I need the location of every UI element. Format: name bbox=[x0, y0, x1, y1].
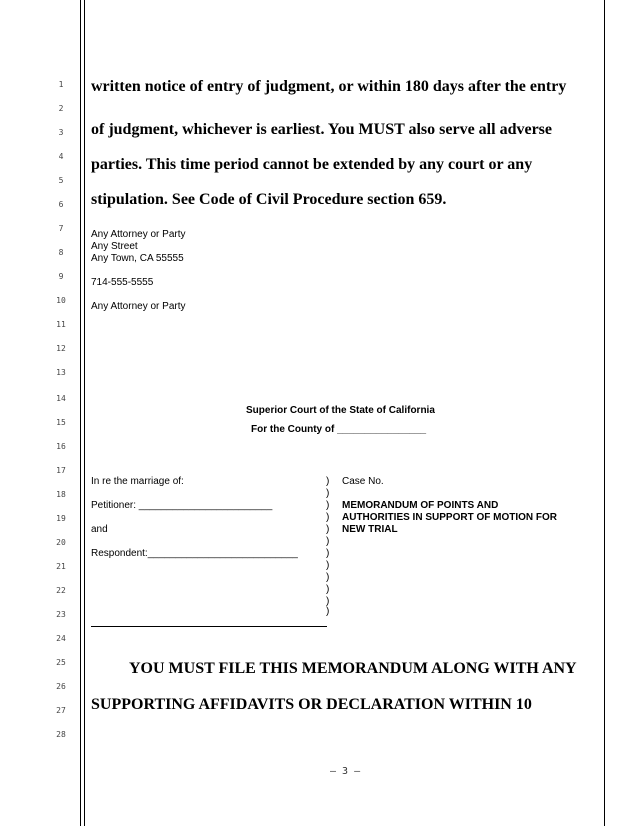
caption-paren: ) bbox=[326, 512, 330, 523]
line-number: 24 bbox=[56, 634, 66, 643]
caption-paren: ) bbox=[326, 584, 330, 595]
line-number: 2 bbox=[58, 104, 64, 113]
line-number: 26 bbox=[56, 682, 66, 691]
line-number: 11 bbox=[56, 320, 66, 329]
caption-paren: ) bbox=[326, 476, 330, 487]
caption-bottom-rule bbox=[91, 626, 327, 627]
line-number: 16 bbox=[56, 442, 66, 451]
caption-paren: ) bbox=[326, 524, 330, 535]
left-margin-line-outer bbox=[80, 0, 81, 826]
line-number: 15 bbox=[56, 418, 66, 427]
attorney-name: Any Attorney or Party bbox=[91, 229, 186, 240]
line-number: 21 bbox=[56, 562, 66, 571]
line-number: 1 bbox=[58, 80, 64, 89]
paragraph-line: written notice of entry of judgment, or within 180 days after the entry bbox=[91, 78, 567, 95]
line-number: 9 bbox=[58, 272, 64, 281]
line-number: 7 bbox=[58, 224, 64, 233]
caption-respondent: Respondent:___________________________ bbox=[91, 548, 298, 559]
line-number: 5 bbox=[58, 176, 64, 185]
paragraph-line: parties. This time period cannot be extended by any court or any bbox=[91, 156, 533, 173]
line-number: 22 bbox=[56, 586, 66, 595]
caption-paren: ) bbox=[326, 572, 330, 583]
line-number: 23 bbox=[56, 610, 66, 619]
line-number: 3 bbox=[58, 128, 64, 137]
caption-paren: ) bbox=[326, 548, 330, 559]
attorney-street: Any Street bbox=[91, 241, 138, 252]
paragraph-line: stipulation. See Code of Civil Procedure section 659. bbox=[91, 191, 447, 208]
caption-and: and bbox=[91, 524, 108, 535]
line-number: 13 bbox=[56, 368, 66, 377]
line-number: 6 bbox=[58, 200, 64, 209]
attorney-city: Any Town, CA 55555 bbox=[91, 253, 184, 264]
case-number: Case No. bbox=[342, 476, 384, 487]
line-number: 25 bbox=[56, 658, 66, 667]
caption-petitioner: Petitioner: ________________________ bbox=[91, 500, 273, 511]
caption-paren: ) bbox=[326, 500, 330, 511]
line-number: 8 bbox=[58, 248, 64, 257]
court-county: For the County of ________________ bbox=[251, 424, 427, 435]
line-number: 28 bbox=[56, 730, 66, 739]
notice-line: YOU MUST FILE THIS MEMORANDUM ALONG WITH ANY bbox=[129, 660, 577, 677]
attorney-for: Any Attorney or Party bbox=[91, 301, 186, 312]
caption-marriage: In re the marriage of: bbox=[91, 476, 184, 487]
caption-paren: ) bbox=[326, 560, 330, 571]
caption-paren: ) bbox=[326, 536, 330, 547]
line-number: 27 bbox=[56, 706, 66, 715]
line-number: 4 bbox=[58, 152, 64, 161]
notice-line: SUPPORTING AFFIDAVITS OR DECLARATION WITHIN 10 bbox=[91, 696, 532, 713]
paragraph-line: of judgment, whichever is earliest. You MUST also serve all adverse bbox=[91, 121, 552, 138]
line-number: 19 bbox=[56, 514, 66, 523]
caption-paren: ) bbox=[326, 596, 330, 607]
caption-paren: ) bbox=[326, 488, 330, 499]
caption-paren: ) bbox=[326, 606, 330, 617]
line-number: 17 bbox=[56, 466, 66, 475]
line-number: 12 bbox=[56, 344, 66, 353]
line-number: 10 bbox=[56, 296, 66, 305]
left-margin-line-inner bbox=[84, 0, 85, 826]
court-name: Superior Court of the State of California bbox=[246, 405, 435, 416]
line-number: 18 bbox=[56, 490, 66, 499]
page-number: – 3 – bbox=[330, 766, 361, 777]
document-title-line: NEW TRIAL bbox=[342, 524, 398, 535]
line-number: 20 bbox=[56, 538, 66, 547]
document-title-line: AUTHORITIES IN SUPPORT OF MOTION FOR bbox=[342, 512, 557, 523]
right-margin-line bbox=[604, 0, 605, 826]
line-number: 14 bbox=[56, 394, 66, 403]
attorney-phone: 714-555-5555 bbox=[91, 277, 154, 288]
document-title-line: MEMORANDUM OF POINTS AND bbox=[342, 500, 499, 511]
